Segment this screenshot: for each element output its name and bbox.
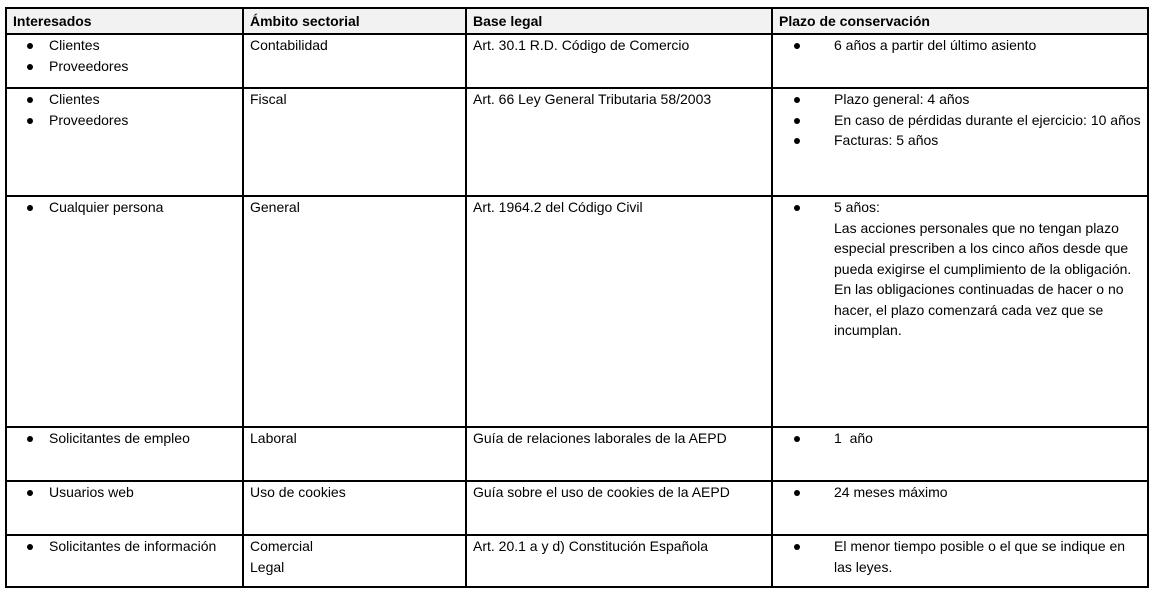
retention-periods-table xyxy=(5,7,1149,588)
list-item: Proveedores xyxy=(13,56,236,77)
list-item: Proveedores xyxy=(13,110,236,131)
cell-ambito xyxy=(243,535,466,587)
list-item: Clientes xyxy=(13,89,236,110)
cell-ambito xyxy=(243,34,466,88)
ambito-text: Comercial xyxy=(250,538,314,554)
header-interesados: Interesados xyxy=(6,8,243,34)
list-item: En caso de pérdidas durante el ejercicio: 10 años xyxy=(779,110,1141,131)
cell-base-legal: Art. 1964.2 del Código Civil xyxy=(466,196,772,427)
cell-plazo xyxy=(772,427,1148,481)
cell-interesados xyxy=(6,88,243,196)
cell-plazo xyxy=(772,196,1148,427)
cell-plazo xyxy=(772,481,1148,535)
header-base-legal: Base legal xyxy=(466,8,772,34)
cell-ambito xyxy=(243,196,466,427)
list-item: Usuarios web xyxy=(13,482,236,503)
cell-plazo xyxy=(772,88,1148,196)
list-item: 24 meses máximo xyxy=(779,482,1141,503)
cell-ambito xyxy=(243,427,466,481)
table-row xyxy=(6,88,1148,196)
table-row xyxy=(6,196,1148,427)
table-row xyxy=(6,427,1148,481)
list-item: Clientes xyxy=(13,35,236,56)
ambito-text: Laboral xyxy=(250,430,297,446)
cell-plazo xyxy=(772,34,1148,88)
list-item: 1 año xyxy=(779,428,1141,449)
list-item: Plazo general: 4 años xyxy=(779,89,1141,110)
list-item: 6 años a partir del último asiento xyxy=(779,35,1141,56)
header-ambito-sectorial: Ámbito sectorial xyxy=(243,8,466,34)
cell-interesados xyxy=(6,481,243,535)
cell-base-legal: Art. 30.1 R.D. Código de Comercio xyxy=(466,34,772,88)
list-item: Solicitantes de información xyxy=(13,536,236,557)
table-row xyxy=(6,34,1148,88)
cell-ambito xyxy=(243,88,466,196)
plazo-detail: Las acciones personales que no tengan plazo especial prescriben a los cinco años desde que pueda exigirse el cumplimiento de la obligación. En las obligaciones continuadas de hacer o no hacer, el plazo comenzará cada vez que se incumplan. xyxy=(834,219,1132,338)
ambito-text: Contabilidad xyxy=(250,37,328,53)
cell-base-legal: Guía de relaciones laborales de la AEPD xyxy=(466,427,772,481)
list-item: Cualquier persona xyxy=(13,197,236,218)
plazo-summary: 5 años: xyxy=(834,199,880,215)
list-item: Solicitantes de empleo xyxy=(13,428,236,449)
cell-interesados xyxy=(6,196,243,427)
cell-base-legal: Art. 66 Ley General Tributaria 58/2003 xyxy=(466,88,772,196)
ambito-text: General xyxy=(250,199,300,215)
list-item xyxy=(779,197,1141,341)
ambito-text: Uso de cookies xyxy=(250,484,346,500)
ambito-text: Fiscal xyxy=(250,91,287,107)
ambito-text: Legal xyxy=(250,558,285,575)
cell-base-legal: Art. 20.1 a y d) Constitución Española xyxy=(466,535,772,587)
cell-interesados xyxy=(6,34,243,88)
cell-base-legal: Guía sobre el uso de cookies de la AEPD xyxy=(466,481,772,535)
table-header-row xyxy=(6,8,1148,34)
cell-interesados xyxy=(6,427,243,481)
table-row xyxy=(6,535,1148,587)
cell-interesados xyxy=(6,535,243,587)
list-item: Facturas: 5 años xyxy=(779,130,1141,151)
table-row xyxy=(6,481,1148,535)
cell-plazo xyxy=(772,535,1148,587)
header-plazo-conservacion: Plazo de conservación xyxy=(772,8,1148,34)
cell-ambito xyxy=(243,481,466,535)
list-item: El menor tiempo posible o el que se indique en las leyes. xyxy=(779,536,1141,577)
